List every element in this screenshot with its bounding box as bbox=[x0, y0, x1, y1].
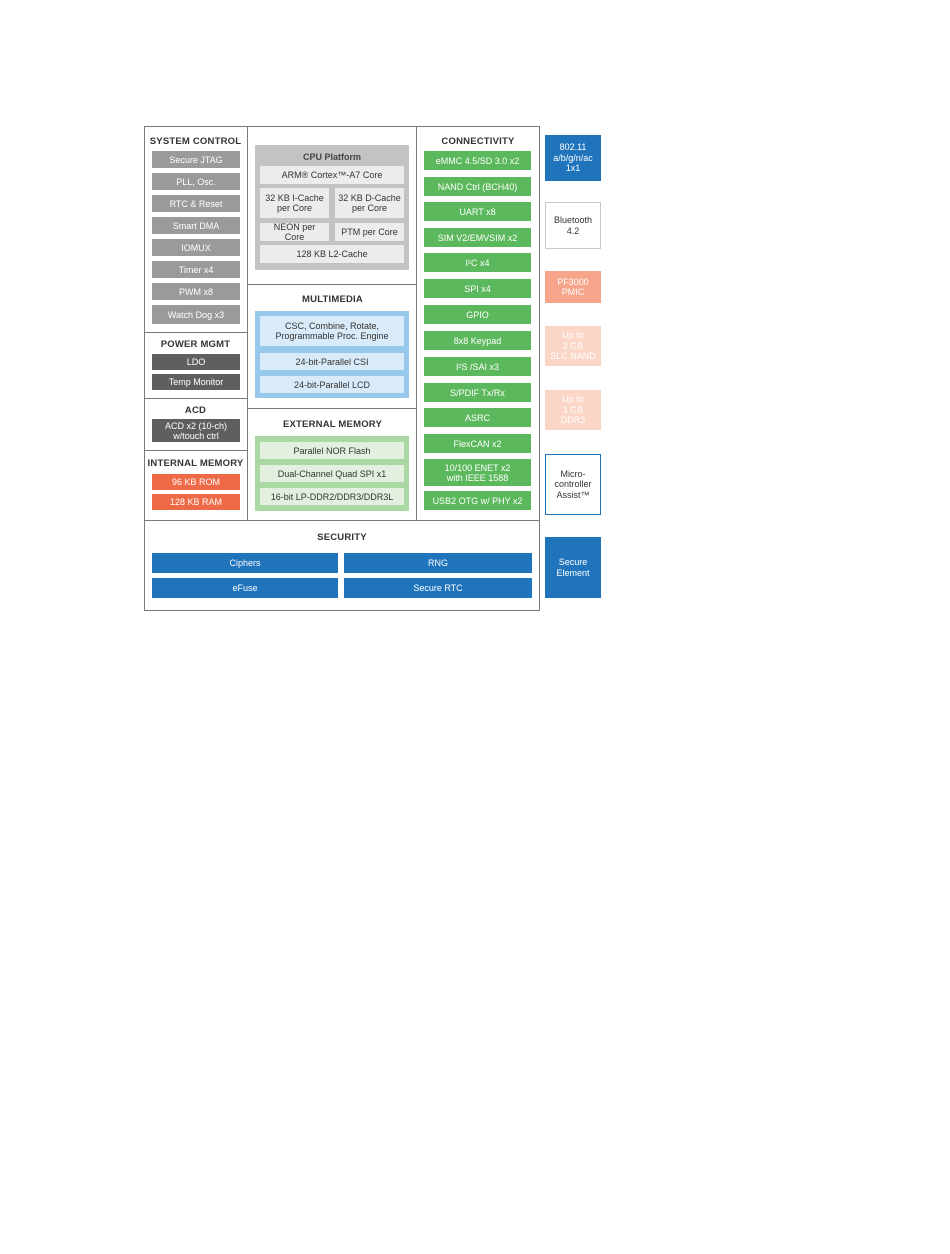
security-item: eFuse bbox=[152, 578, 338, 598]
cpu-dcache bbox=[335, 188, 404, 218]
security-item: Secure RTC bbox=[344, 578, 532, 598]
side-mca-block bbox=[545, 454, 601, 515]
connectivity-item: FlexCAN x2 bbox=[424, 434, 531, 453]
divider-left bbox=[247, 126, 248, 521]
side-nand-block bbox=[545, 326, 601, 366]
connectivity-item: SPI x4 bbox=[424, 279, 531, 298]
external-memory-item: 16-bit LP-DDR2/DDR3/DDR3L bbox=[260, 488, 404, 505]
cpu-neon: NEON per Core bbox=[260, 223, 329, 241]
connectivity-item: I²C x4 bbox=[424, 253, 531, 272]
system-control-title: SYSTEM CONTROL bbox=[149, 136, 242, 147]
side-wifi-label: 802.11 a/b/g/n/ac 1x1 bbox=[553, 142, 593, 174]
divider-multimedia bbox=[247, 284, 416, 285]
connectivity-item: eMMC 4.5/SD 3.0 x2 bbox=[424, 151, 531, 170]
divider-security bbox=[144, 520, 540, 521]
connectivity-item: ASRC bbox=[424, 408, 531, 427]
system-control-item: Secure JTAG bbox=[152, 151, 240, 168]
side-bluetooth-block bbox=[545, 202, 601, 249]
divider-external-mem bbox=[247, 408, 416, 409]
connectivity-item: NAND Ctrl (BCH40) bbox=[424, 177, 531, 196]
system-control-item: IOMUX bbox=[152, 239, 240, 256]
internal-memory-title: INTERNAL MEMORY bbox=[147, 458, 244, 469]
cpu-l2-cache: 128 KB L2-Cache bbox=[260, 245, 404, 263]
side-secure-element-block bbox=[545, 537, 601, 598]
acd-item-label: ACD x2 (10-ch) w/touch ctrl bbox=[164, 420, 227, 441]
side-secure-element-label: Secure Element bbox=[556, 557, 590, 578]
acd-title: ACD bbox=[184, 405, 207, 416]
divider-internal-mem bbox=[144, 450, 247, 451]
multimedia-item-label: CSC, Combine, Rotate, Programmable Proc. Engine bbox=[275, 321, 389, 341]
internal-memory-ram: 128 KB RAM bbox=[152, 494, 240, 510]
cpu-core: ARM® Cortex™-A7 Core bbox=[260, 166, 404, 184]
side-wifi-block bbox=[545, 135, 601, 181]
system-control-item: Timer x4 bbox=[152, 261, 240, 278]
system-control-item: PLL, Osc. bbox=[152, 173, 240, 190]
side-mca-label: Micro- controller Assist™ bbox=[554, 468, 592, 500]
system-control-item: RTC & Reset bbox=[152, 195, 240, 212]
side-pmic-block bbox=[545, 271, 601, 303]
cpu-icache-label: 32 KB I-Cache per Core bbox=[265, 193, 324, 213]
divider-power bbox=[144, 332, 247, 333]
connectivity-item: USB2 OTG w/ PHY x2 bbox=[424, 491, 531, 510]
acd-item bbox=[152, 419, 240, 442]
security-title: SECURITY bbox=[317, 532, 367, 543]
system-control-item: Smart DMA bbox=[152, 217, 240, 234]
cpu-ptm: PTM per Core bbox=[335, 223, 404, 241]
power-mgmt-item: LDO bbox=[152, 354, 240, 370]
external-memory-title: EXTERNAL MEMORY bbox=[282, 419, 383, 430]
side-pmic-label: PF3000 PMIC bbox=[557, 276, 589, 297]
connectivity-item: I²S /SAI x3 bbox=[424, 357, 531, 376]
power-mgmt-title: POWER MGMT bbox=[160, 339, 231, 350]
side-bluetooth-label: Bluetooth 4.2 bbox=[553, 215, 593, 236]
connectivity-item: UART x8 bbox=[424, 202, 531, 221]
multimedia-item: 24-bit-Parallel LCD bbox=[260, 376, 404, 393]
cpu-dcache-label: 32 KB D-Cache per Core bbox=[338, 193, 401, 213]
cpu-icache bbox=[260, 188, 329, 218]
multimedia-item bbox=[260, 316, 404, 346]
security-item: Ciphers bbox=[152, 553, 338, 573]
connectivity-item: S/PDIF Tx/Rx bbox=[424, 383, 531, 402]
divider-right bbox=[416, 126, 417, 521]
system-control-item: Watch Dog x3 bbox=[152, 305, 240, 324]
connectivity-item bbox=[424, 459, 531, 486]
external-memory-item: Dual-Channel Quad SPI x1 bbox=[260, 465, 404, 482]
system-control-item: PWM x8 bbox=[152, 283, 240, 300]
connectivity-title: CONNECTIVITY bbox=[441, 136, 515, 147]
multimedia-title: MULTIMEDIA bbox=[302, 294, 363, 305]
connectivity-item-label: 10/100 ENET x2 with IEEE 1588 bbox=[444, 462, 511, 483]
cpu-platform-title: CPU Platform bbox=[302, 152, 361, 162]
divider-acd bbox=[144, 398, 247, 399]
connectivity-item: 8x8 Keypad bbox=[424, 331, 531, 350]
internal-memory-rom: 96 KB ROM bbox=[152, 474, 240, 490]
external-memory-item: Parallel NOR Flash bbox=[260, 442, 404, 459]
power-mgmt-item: Temp Monitor bbox=[152, 374, 240, 390]
side-ddr-block bbox=[545, 390, 601, 430]
side-ddr-label: Up to 1 GB DDR3 bbox=[560, 394, 586, 426]
connectivity-item: SIM V2/EMVSIM x2 bbox=[424, 228, 531, 247]
security-item: RNG bbox=[344, 553, 532, 573]
multimedia-item: 24-bit-Parallel CSI bbox=[260, 353, 404, 370]
side-nand-label: Up to 2 GB SLC NAND bbox=[550, 330, 596, 362]
connectivity-item: GPIO bbox=[424, 305, 531, 324]
